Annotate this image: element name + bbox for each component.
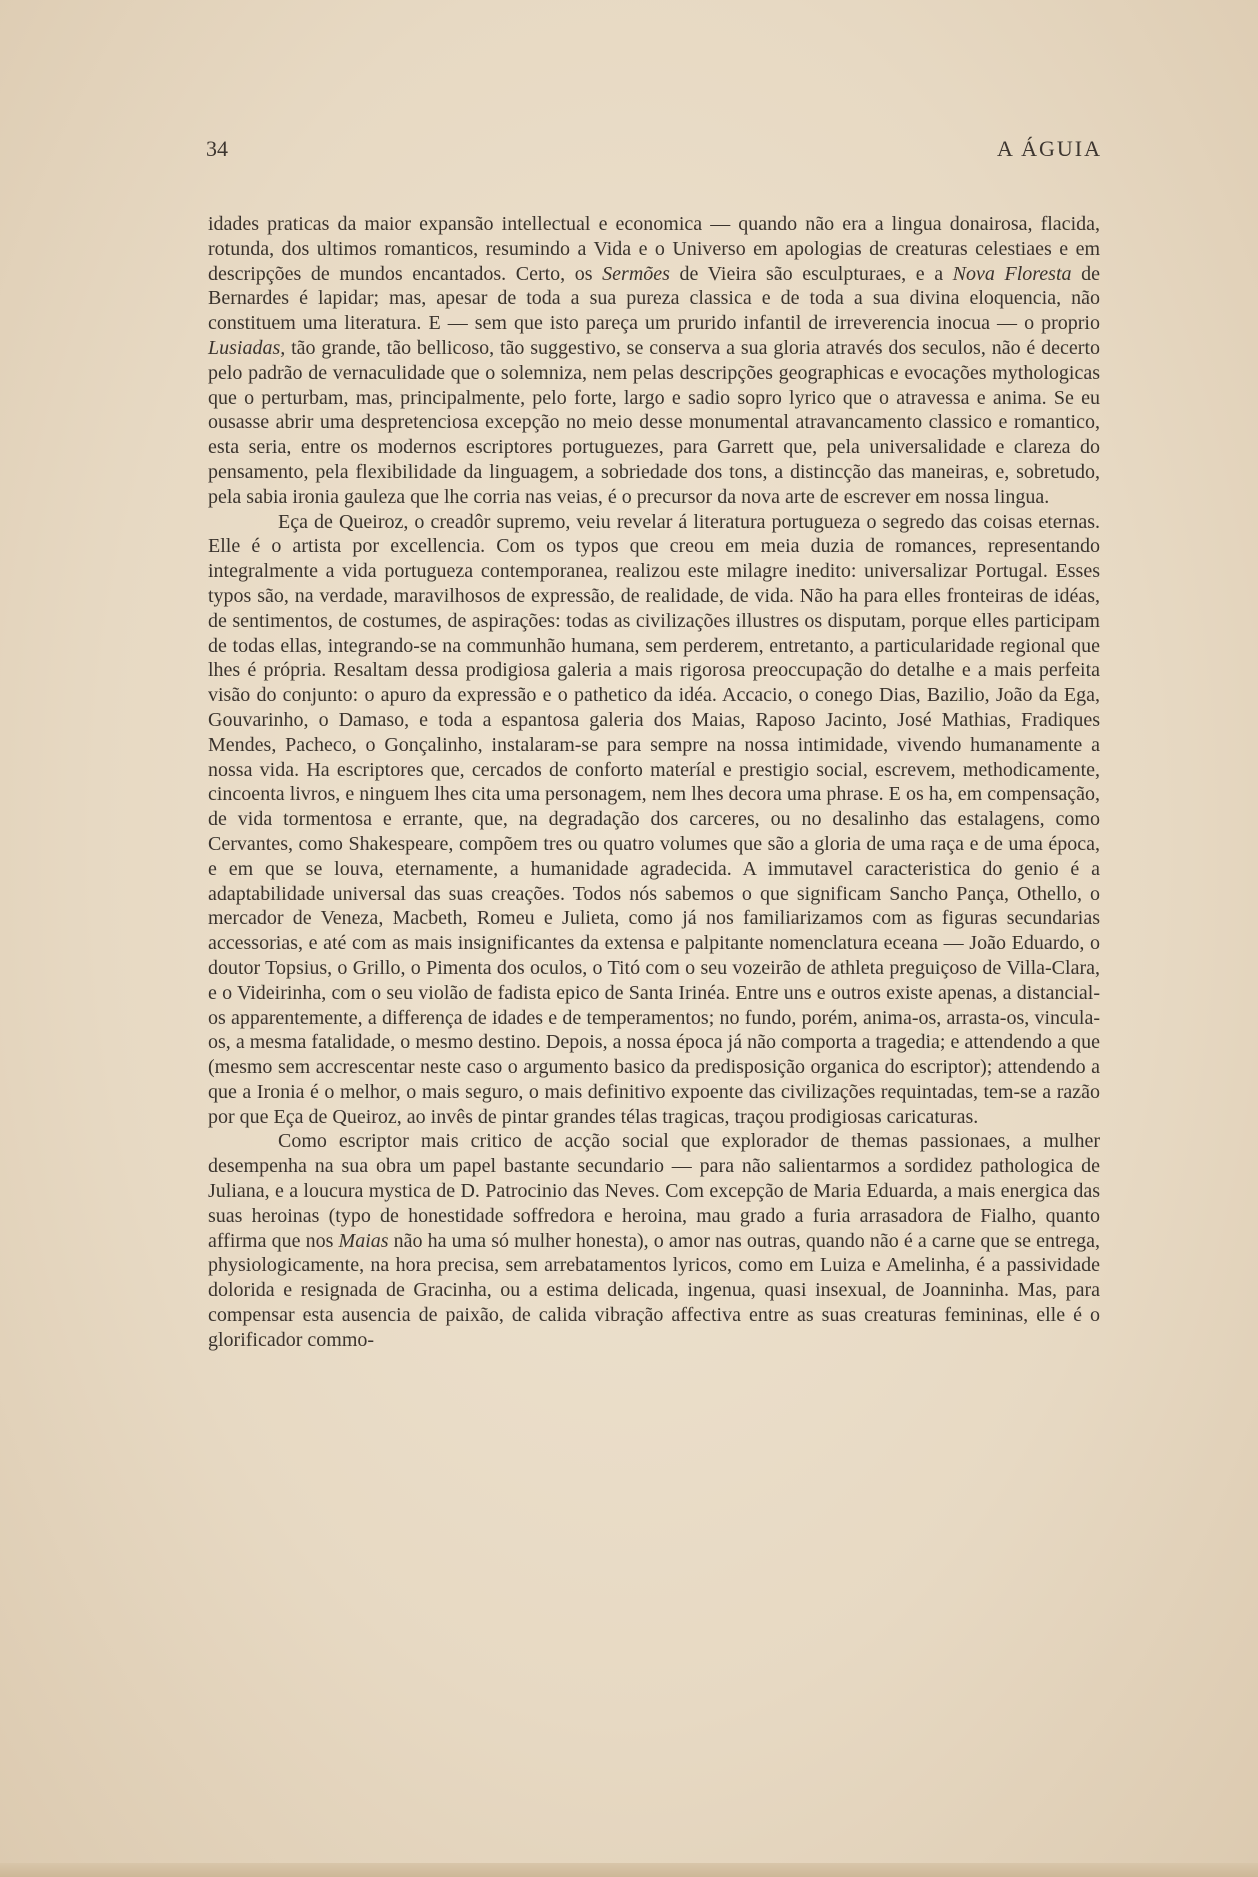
- text-segment: Como escriptor mais critico de acção social que explorador de themas passionaes, a mulher desempenha na sua obra um papel bastante secundario — para não salientarmos a sordidez pathologica de Juliana, e a loucura mystica de D. Patrocinio das Neves. Com excepção de Maria Eduarda, a mais energica das suas heroinas (typo de honestidade soffredora e heroina, mau grado a furia arrasadora de Fialho, quanto affirma que nos: [208, 1130, 1100, 1252]
- italic-title: Maias: [338, 1229, 389, 1252]
- italic-title: Lusiadas,: [208, 336, 286, 359]
- paragraph: [208, 510, 1100, 1130]
- italic-title: Nova Floresta: [952, 262, 1072, 285]
- paragraph: [208, 1129, 1100, 1352]
- running-title: A ÁGUIA: [996, 136, 1102, 161]
- body-text: [208, 212, 1100, 1353]
- text-segment: Eça de Queiroz, o creadôr supremo, veiu revelar á literatura portugueza o segredo das coisas eternas. Elle é o artista por excellencia. Com os typos que creou em meia duzia de romances, representando integralmente a vida portugueza contemporanea, realizou este milagre inedito: universalizar Portugal. Esses typos são, na verdade, maravilhosos de expressão, de realidade, de vida. Não ha para elles fronteiras de idéas, de sentimentos, de costumes, de aspirações: todas as civilizações illustres os disputam, porque elles participam de todas ellas, integrando-se na communhão humana, sem perderem, entretanto, a particularidade regional que lhes é própria. Resaltam dessa prodigiosa galeria a mais rigorosa preoccupação do detalhe e a mais perfeita visão do conjunto: o apuro da expressão e o pathetico da idéa. Accacio, o conego Dias, Bazilio, João da Ega, Gouvarinho, o Damaso, e toda a espantosa galeria dos Maias, Raposo Jacinto, José Mathias, Fradiques Mendes, Pacheco, o Gonçalinho, instalaram-se para sempre na nossa intimidade, vivendo humanamente a nossa vida. Ha escriptores que, cercados de conforto materíal e prestigio social, escrevem, methodicamente, cincoenta livros, e ninguem lhes cita uma personagem, nem lhes decora uma phrase. E os ha, em compensação, de vida tormentosa e errante, que, na degradação dos carceres, ou no desalinho das estalagens, como Cervantes, como Shakespeare, compõem tres ou quatro volumes que são a gloria de uma raça e de uma época, e em que se louva, eternamente, a humanidade agradecida. A immutavel caracteristica do genio é a adaptabilidade universal das suas creações. Todos nós sabemos o que significam Sancho Pança, Othello, o mercador de Veneza, Macbeth, Romeu e Julieta, como já nos familiarizamos com as figuras secundarias accessorias, e até com as mais insignificantes da extensa e palpitante nomenclatura eceana — João Eduardo, o doutor Topsius, o Grillo, o Pimenta dos oculos, o Titó com o seu vozeirão de athleta preguiçoso de Villa-Clara, e o Videirinha, com o seu violão de fadista epico de Santa Irinéa. Entre uns e outros existe apenas, a distancial-os apparentemente, a differença de idades e de temperamentos; no fundo, porém, anima-os, arrasta-os, vincula-os, a mesma fatalidade, o mesmo destino. Depois, a nossa época já não comporta a tragedia; e attendendo a que (mesmo sem accrescentar neste caso o argumento basico da predisposição organica do escriptor); attendendo a que a Ironia é o melhor, o mais seguro, o mais definitivo expoente das civilizações requintadas, tem-se a razão por que Eça de Queiroz, ao invês de pintar grandes télas tragicas, traçou prodigiosas caricaturas.: [208, 510, 1100, 1128]
- text-segment: não ha uma só mulher honesta), o amor nas outras, quando não é a carne que se entrega, physiologicamente, na hora precisa, sem arrebatamentos lyricos, como em Luiza e Amelinha, é a passividade dolorida e resignada de Gracinha, ou a estima delicada, ingenua, quasi insexual, de Joanninha. Mas, para compensar esta ausencia de paixão, de calida vibração affectiva entre as suas creaturas femininas, elle é o glorificador commo-: [208, 1229, 1100, 1351]
- paragraph: [208, 212, 1100, 510]
- text-segment: tão grande, tão bellicoso, tão suggestivo, se conserva a sua gloria através dos seculos, não é decerto pelo padrão de vernaculidade que o solemniza, nem pelas descripções geographicas e evocações mythologicas que o perturbam, mas, principalmente, pelo forte, largo e sadio sopro lyrico que o atravessa e anima. Se eu ousasse abrir uma despretenciosa excepção no meio desse monumental atravancamento classico e romantico, esta seria, entre os modernos escriptores portuguezes, para Garrett que, pela universalidade e clareza do pensamento, pela flexibilidade da linguagem, a sobriedade dos tons, a distincção das maneiras, e, sobretudo, pela sabia ironia gauleza que lhe corria nas veias, é o precursor da nova arte de escrever em nossa lingua.: [208, 336, 1100, 508]
- page-edge: [0, 1863, 1258, 1877]
- italic-title: Sermões: [602, 262, 670, 285]
- page-header: [206, 136, 1102, 168]
- text-segment: de Vieira são esculpturaes, e a: [669, 262, 953, 285]
- text-segment: idades praticas da maior expansão intellectual e economica — quando não era a lingua donairosa, flacida, rotunda, dos ultimos romanticos, resumindo a Vida e o Universo em apologias de creaturas celestiaes e em descripções de mundos encantados. Certo, os: [208, 213, 1100, 285]
- text-segment: de Bernardes é lapidar; mas, apesar de toda a sua pureza classica e de toda a sua divina eloquencia, não constituem uma literatura. E — sem que isto pareça um prurido infantil de irreverencia inocua — o proprio: [208, 262, 1101, 335]
- page-number: 34: [206, 136, 228, 161]
